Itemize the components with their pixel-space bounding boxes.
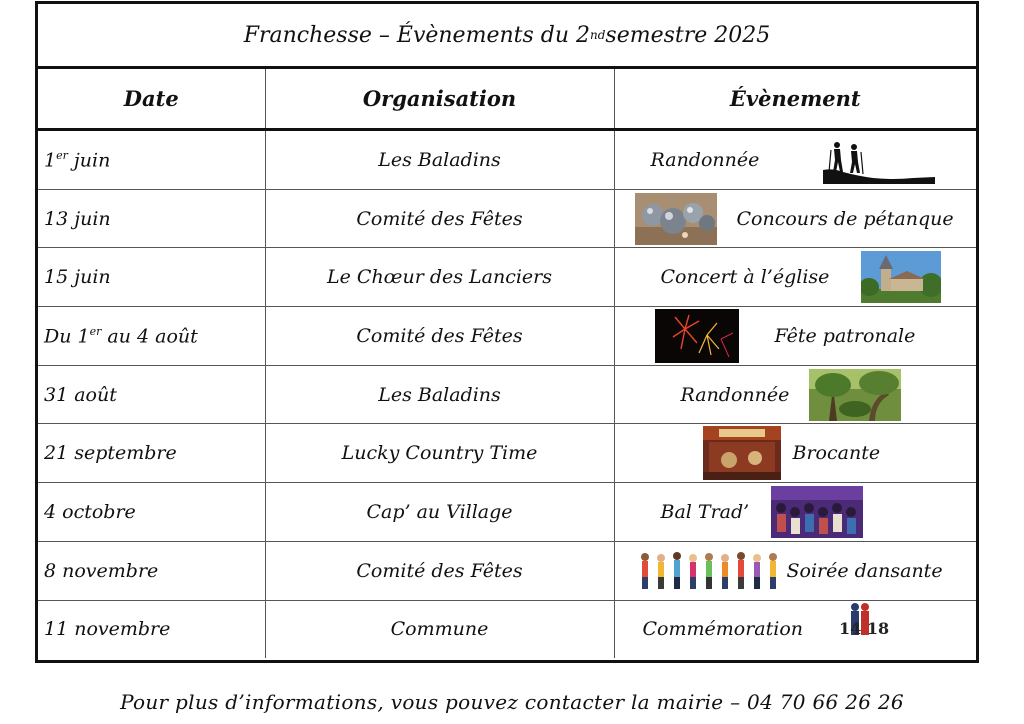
row-organisation: Lucky Country Time bbox=[265, 424, 614, 483]
table-row bbox=[38, 365, 976, 424]
row-event bbox=[614, 130, 976, 190]
row-event bbox=[614, 483, 976, 542]
brocante-stall-photo bbox=[703, 426, 781, 480]
table-row bbox=[38, 424, 976, 483]
table-row bbox=[38, 541, 976, 600]
row-date bbox=[38, 365, 265, 424]
table-row bbox=[38, 189, 976, 248]
row-date bbox=[38, 600, 265, 658]
events-table bbox=[38, 69, 976, 658]
petanque-balls-photo bbox=[635, 193, 717, 245]
date-sup: er bbox=[56, 148, 68, 162]
row-date bbox=[38, 424, 265, 483]
header-date: Date bbox=[38, 69, 265, 130]
dancers-crowd-photo bbox=[771, 486, 863, 538]
row-date bbox=[38, 307, 265, 366]
row-organisation: Le Chœur des Lanciers bbox=[265, 248, 614, 307]
event-label: Randonnée bbox=[680, 383, 790, 406]
table-row bbox=[38, 248, 976, 307]
row-event bbox=[614, 189, 976, 248]
row-organisation: Les Baladins bbox=[265, 365, 614, 424]
row-date bbox=[38, 483, 265, 542]
date-sup: er bbox=[89, 324, 102, 338]
date-text: 31 août bbox=[44, 383, 117, 406]
armistice-years: 14 18 bbox=[839, 619, 890, 639]
table-row bbox=[38, 307, 976, 366]
hikers-silhouette-icon bbox=[823, 140, 935, 186]
date-text: 13 juin bbox=[44, 207, 111, 230]
fireworks-photo bbox=[655, 309, 739, 363]
title-prefix: Franchesse – Évènements du 2 bbox=[243, 22, 590, 48]
date-text: 1 bbox=[44, 149, 57, 171]
table-row bbox=[38, 600, 976, 658]
date-text: 21 septembre bbox=[44, 442, 177, 465]
table-row bbox=[38, 483, 976, 542]
date-text: Du 1 bbox=[44, 325, 90, 348]
event-label: Brocante bbox=[792, 442, 881, 465]
row-date bbox=[38, 130, 265, 190]
row-organisation: Comité des Fêtes bbox=[265, 307, 614, 366]
row-event bbox=[614, 424, 976, 483]
row-organisation: Les Baladins bbox=[265, 130, 614, 190]
row-event bbox=[614, 248, 976, 307]
date-rest: juin bbox=[67, 149, 111, 171]
event-label: Bal Trad’ bbox=[660, 500, 750, 523]
date-rest: au 4 août bbox=[101, 325, 198, 348]
date-text: 4 octobre bbox=[44, 500, 136, 523]
row-event bbox=[614, 600, 976, 658]
events-poster bbox=[35, 1, 979, 663]
event-label: Randonnée bbox=[650, 148, 760, 171]
dancing-people-illustration bbox=[637, 549, 779, 593]
footer-contact: Pour plus d’informations, vous pouvez contacter la mairie – 04 70 66 26 26 bbox=[120, 690, 904, 714]
row-date bbox=[38, 189, 265, 248]
event-label: Concert à l’église bbox=[660, 266, 830, 289]
title-suffix: semestre 2025 bbox=[605, 22, 771, 48]
event-label: Fête patronale bbox=[774, 324, 916, 347]
row-event bbox=[614, 307, 976, 366]
table-header-row bbox=[38, 69, 976, 130]
table-row bbox=[38, 130, 976, 190]
header-event: Évènement bbox=[614, 69, 976, 130]
row-organisation: Commune bbox=[265, 600, 614, 658]
forest-photo bbox=[809, 369, 901, 421]
header-organisation: Organisation bbox=[265, 69, 614, 130]
row-event bbox=[614, 541, 976, 600]
row-organisation: Comité des Fêtes bbox=[265, 189, 614, 248]
row-date bbox=[38, 541, 265, 600]
church-photo bbox=[861, 251, 941, 303]
row-date bbox=[38, 248, 265, 307]
row-event bbox=[614, 365, 976, 424]
event-label: Soirée dansante bbox=[786, 559, 943, 582]
title-sup: nd bbox=[590, 28, 606, 42]
date-text: 11 novembre bbox=[44, 618, 171, 641]
event-label: Concours de pétanque bbox=[736, 207, 954, 230]
event-label: Commémoration bbox=[642, 618, 804, 641]
date-text: 8 novembre bbox=[44, 559, 159, 582]
page-title bbox=[38, 4, 976, 69]
date-text: 15 juin bbox=[44, 266, 111, 289]
row-organisation: Comité des Fêtes bbox=[265, 541, 614, 600]
armistice-14-18-icon bbox=[833, 601, 893, 657]
row-organisation: Cap’ au Village bbox=[265, 483, 614, 542]
